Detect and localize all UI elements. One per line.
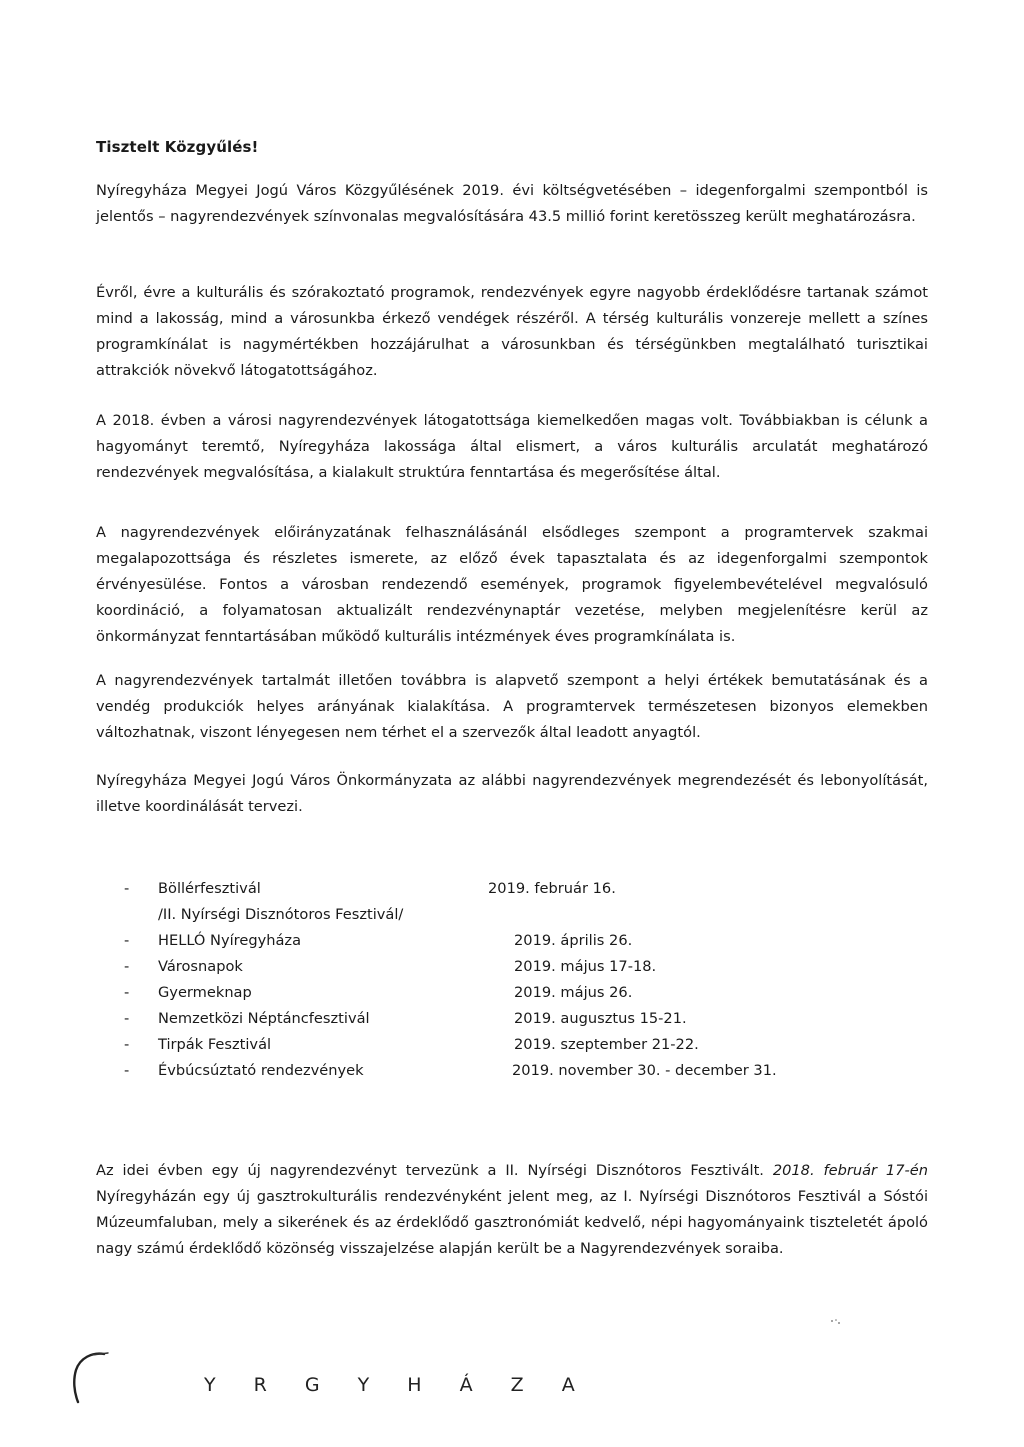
- list-dash: -: [124, 1036, 130, 1053]
- list-dash: -: [124, 932, 130, 949]
- event-name: Böllérfesztivál: [158, 880, 261, 897]
- logo-mark-icon: [62, 1348, 122, 1408]
- event-list: [124, 876, 884, 1084]
- salutation: Tisztelt Közgyűlés!: [96, 138, 259, 156]
- list-dash: -: [124, 1010, 130, 1027]
- list-item: [124, 928, 884, 954]
- list-dash: -: [124, 1062, 130, 1079]
- event-name: Nemzetközi Néptáncfesztivál: [158, 1010, 370, 1027]
- paragraph-budget: Nyíregyháza Megyei Jogú Város Közgyűlésének 2019. évi költségvetésében – idegenforgalmi szempontból is jelentős – nagyrendezvények színvonalas megvalósítására 43.5 millió forint keretösszeg került meghatározásra.: [96, 182, 928, 225]
- event-date: 2019. május 17-18.: [514, 958, 657, 975]
- event-name: Városnapok: [158, 958, 243, 975]
- list-item: [124, 1058, 884, 1084]
- list-item: [124, 902, 884, 928]
- closing-text-part2: Nyíregyházán egy új gasztrokulturális rendezvényként jelent meg, az I. Nyírségi Disznótoros Fesztivál a Sóstói Múzeumfaluban, mely a sikerének és az érdeklődő gasztronómiát kedvelő, népi hagyományaink tiszteletét ápoló nagy számú érdeklődő közönség visszajelzése alapján került be a Nagyrendezvények soraiba.: [96, 1188, 928, 1257]
- event-name: Gyermeknap: [158, 984, 252, 1001]
- paragraph-2018-attendance: A 2018. évben a városi nagyrendezvények látogatottsága kiemelkedően magas volt. Továbbiakban is célunk a hagyományt teremtő, Nyíregyháza lakossága által elismert, a város kulturális arculatát meghatározó rendezvények megvalósítása, a kialakult struktúra fenntartása és megerősítése által.: [96, 412, 928, 481]
- list-item: [124, 1006, 884, 1032]
- paragraph-event-intro: Nyíregyháza Megyei Jogú Város Önkormányzata az alábbi nagyrendezvények megrendezését és lebonyolítását, illetve koordinálását tervezi.: [96, 772, 928, 815]
- event-date: 2019. november 30. - december 31.: [512, 1062, 777, 1079]
- scan-speck: [828, 1316, 844, 1328]
- list-item: [124, 876, 884, 902]
- list-item: [124, 980, 884, 1006]
- closing-text-part1: Az idei évben egy új nagyrendezvényt tervezünk a II. Nyírségi Disznótoros Fesztivált.: [96, 1162, 773, 1179]
- list-dash: -: [124, 958, 130, 975]
- event-name: Tirpák Fesztivál: [158, 1036, 272, 1053]
- event-name: HELLÓ Nyíregyháza: [158, 932, 302, 949]
- event-name: /II. Nyírségi Disznótoros Fesztivál/: [158, 906, 404, 923]
- list-item: [124, 954, 884, 980]
- paragraph-content: A nagyrendezvények tartalmát illetően továbbra is alapvető szempont a helyi értékek bemutatásának és a vendég produkciók helyes arányának kialakítása. A programtervek természetesen bizonyos elemekben változhatnak, viszont lényegesen nem térhet el a szervezők által leadott anyagtól.: [96, 672, 928, 741]
- closing-date-italic: 2018. február 17-én: [772, 1162, 928, 1179]
- event-date: 2019. április 26.: [514, 932, 633, 949]
- footer-title: Y R G Y H Á Z A: [204, 1374, 591, 1396]
- event-date: 2019. május 26.: [514, 984, 633, 1001]
- list-dash: -: [124, 880, 130, 897]
- event-date: 2019. augusztus 15-21.: [514, 1010, 687, 1027]
- paragraph-new-festival: [96, 1158, 928, 1262]
- event-name: Évbúcsúztató rendezvények: [158, 1062, 364, 1079]
- event-date: 2019. szeptember 21-22.: [514, 1036, 699, 1053]
- list-item: [124, 1032, 884, 1058]
- event-date: 2019. február 16.: [488, 880, 616, 897]
- paragraph-cultural-programs: Évről, évre a kulturális és szórakoztató programok, rendezvények egyre nagyobb érdeklődésre tartanak számot mind a lakosság, mind a városunkba érkező vendégek részéről. A térség kulturális vonzereje mellett a színes programkínálat is nagymértékben hozzájárulhat a városunkban és térségünkben megtalálható turisztikai attrakciók növekvő látogatottságához.: [96, 284, 928, 379]
- list-dash: -: [124, 984, 130, 1001]
- paragraph-planning-criteria: A nagyrendezvények előirányzatának felhasználásánál elsődleges szempont a programtervek szakmai megalapozottsága és részletes ismerete, az előző évek tapasztalata és az idegenforgalmi szempontok érvényesülése. Fontos a városban rendezendő események, programok figyelembevételével megvalósuló koordináció, a folyamatosan aktualizált rendezvénynaptár vezetése, melyben megjelenítésre kerül az önkormányzat fenntartásában működő kulturális intézmények éves programkínálata is.: [96, 524, 928, 645]
